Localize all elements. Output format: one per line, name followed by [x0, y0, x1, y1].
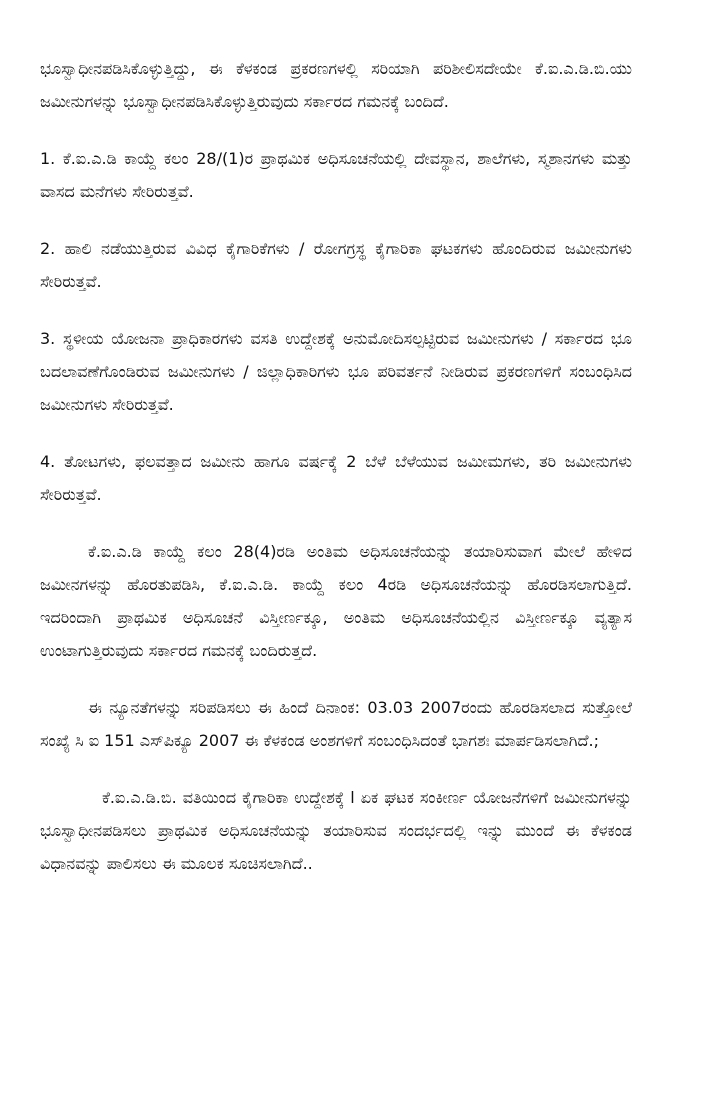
intro-paragraph: ಭೂಸ್ವಾಧೀನಪಡಿಸಿಕೊಳ್ಳುತ್ತಿದ್ದು, ಈ ಕೆಳಕಂಡ ಪ್ರಕರಣಗಳಲ್ಲಿ ಸರಿಯಾಗಿ ಪರಿಶೀಲಿಸದೇಯೇ ಕೆ.ಐ.ಎ.ಡಿ.ಬಿ.ಯು ಜಮೀನುಗಳನ್ನು ಭೂಸ್ವಾಧೀನಪಡಿಸಿಕೊಳ್ಳುತ್ತಿರುವುದು ಸರ್ಕಾರದ ಗಮನಕ್ಕೆ ಬಂದಿದೆ. [40, 59, 632, 111]
list-item-4: 4. ತೋಟಗಳು, ಫಲವತ್ತಾದ ಜಮೀನು ಹಾಗೂ ವರ್ಷಕ್ಕೆ 2 ಬೆಳೆ ಬೆಳೆಯುವ ಜಮೀಮಗಳು, ತರಿ ಜಮೀನುಗಳು ಸೇರಿರುತ್ತವೆ. [40, 452, 632, 504]
instruction-paragraph: ಕೆ.ಐ.ಎ.ಡಿ.ಬಿ. ವತಿಯಿಂದ ಕೈಗಾರಿಕಾ ಉದ್ದೇಶಕ್ಕೆ l ಏಕ ಘಟಕ ಸಂಕೀರ್ಣ ಯೋಜನೆಗಳಿಗೆ ಜಮೀನುಗಳನ್ನು ಭೂಸ್ವಾಧೀನಪಡಿಸಲು ಪ್ರಾಥಮಿಕ ಅಧಿಸೂಚನೆಯನ್ನು ತಯಾರಿಸುವ ಸಂದರ್ಭದಲ್ಲಿ ಇನ್ನು ಮುಂದೆ ಈ ಕೆಳಕಂಡ ವಿಧಾನವನ್ನು ಪಾಲಿಸಲು ಈ ಮೂಲಕ ಸೂಚಿಸಲಾಗಿದೆ.. [40, 788, 632, 873]
list-item-3: 3. ಸ್ಥಳೀಯ ಯೋಜನಾ ಪ್ರಾಧಿಕಾರಗಳು ವಸತಿ ಉದ್ದೇಶಕ್ಕೆ ಅನುಮೋದಿಸಲ್ಪಟ್ಟಿರುವ ಜಮೀನುಗಳು / ಸರ್ಕಾರದ ಭೂ ಬದಲಾವಣೆಗೊಂಡಿರುವ ಜಮೀನುಗಳು / ಜಿಲ್ಲಾಧಿಕಾರಿಗಳು ಭೂ ಪರಿವರ್ತನೆ ನೀಡಿರುವ ಪ್ರಕರಣಗಳಿಗೆ ಸಂಬಂಧಿಸಿದ ಜಮೀನುಗಳು ಸೇರಿರುತ್ತವೆ. [40, 329, 632, 414]
final-notification-paragraph: ಕೆ.ಐ.ಎ.ಡಿ ಕಾಯ್ದೆ ಕಲಂ 28(4)ರಡಿ ಅಂತಿಮ ಅಧಿಸೂಚನೆಯನ್ನು ತಯಾರಿಸುವಾಗ ಮೇಲೆ ಹೇಳಿದ ಜಮೀನಗಳನ್ನು ಹೊರತುಪಡಿಸಿ, ಕೆ.ಐ.ಎ.ಡಿ. ಕಾಯ್ದೆ ಕಲಂ 4ರಡಿ ಅಧಿಸೂಚನೆಯನ್ನು ಹೊರಡಿಸಲಾಗುತ್ತಿದೆ. ಇದರಿಂದಾಗಿ ಪ್ರಾಥಮಿಕ ಅಧಿಸೂಚನೆ ವಿಸ್ತೀರ್ಣಕ್ಕೂ, ಅಂತಿಮ ಅಧಿಸೂಚನೆಯಲ್ಲಿನ ವಿಸ್ತೀರ್ಣಕ್ಕೂ ವ್ಯತ್ಯಾಸ ಉಂಟಾಗುತ್ತಿರುವುದು ಸರ್ಕಾರದ ಗಮನಕ್ಕೆ ಬಂದಿರುತ್ತದೆ. [40, 542, 632, 660]
document-body [40, 52, 632, 880]
list-item-1: 1. ಕೆ.ಐ.ಎ.ಡಿ ಕಾಯ್ದೆ ಕಲಂ 28/(1)ರ ಪ್ರಾಥಮಿಕ ಅಧಿಸೂಚನೆಯಲ್ಲಿ ದೇವಸ್ಥಾನ, ಶಾಲೆಗಳು, ಸ್ಮಶಾನಗಳು ಮತ್ತು ವಾಸದ ಮನೆಗಳು ಸೇರಿರುತ್ತವೆ. [40, 149, 632, 201]
circular-amendment-paragraph: ಈ ನ್ಯೂನತೆಗಳನ್ನು ಸರಿಪಡಿಸಲು ಈ ಹಿಂದೆ ದಿನಾಂಕ: 03.03 2007ರಂದು ಹೊರಡಿಸಲಾದ ಸುತ್ತೋಲೆ ಸಂಖ್ಯೆ ಸಿ ಐ 151 ಎಸ್‌ಪಿಕ್ಯೂ 2007 ಈ ಕೆಳಕಂಡ ಅಂಶಗಳಿಗೆ ಸಂಬಂಧಿಸಿದಂತೆ ಭಾಗಶಃ ಮಾರ್ಪಡಿಸಲಾಗಿದೆ.; [40, 698, 632, 750]
list-item-2: 2. ಹಾಲಿ ನಡೆಯುತ್ತಿರುವ ವಿವಿಧ ಕೈಗಾರಿಕೆಗಳು / ರೋಗಗ್ರಸ್ಥ ಕೈಗಾರಿಕಾ ಘಟಕಗಳು ಹೊಂದಿರುವ ಜಮೀನುಗಳು ಸೇರಿರುತ್ತವೆ. [40, 239, 632, 291]
